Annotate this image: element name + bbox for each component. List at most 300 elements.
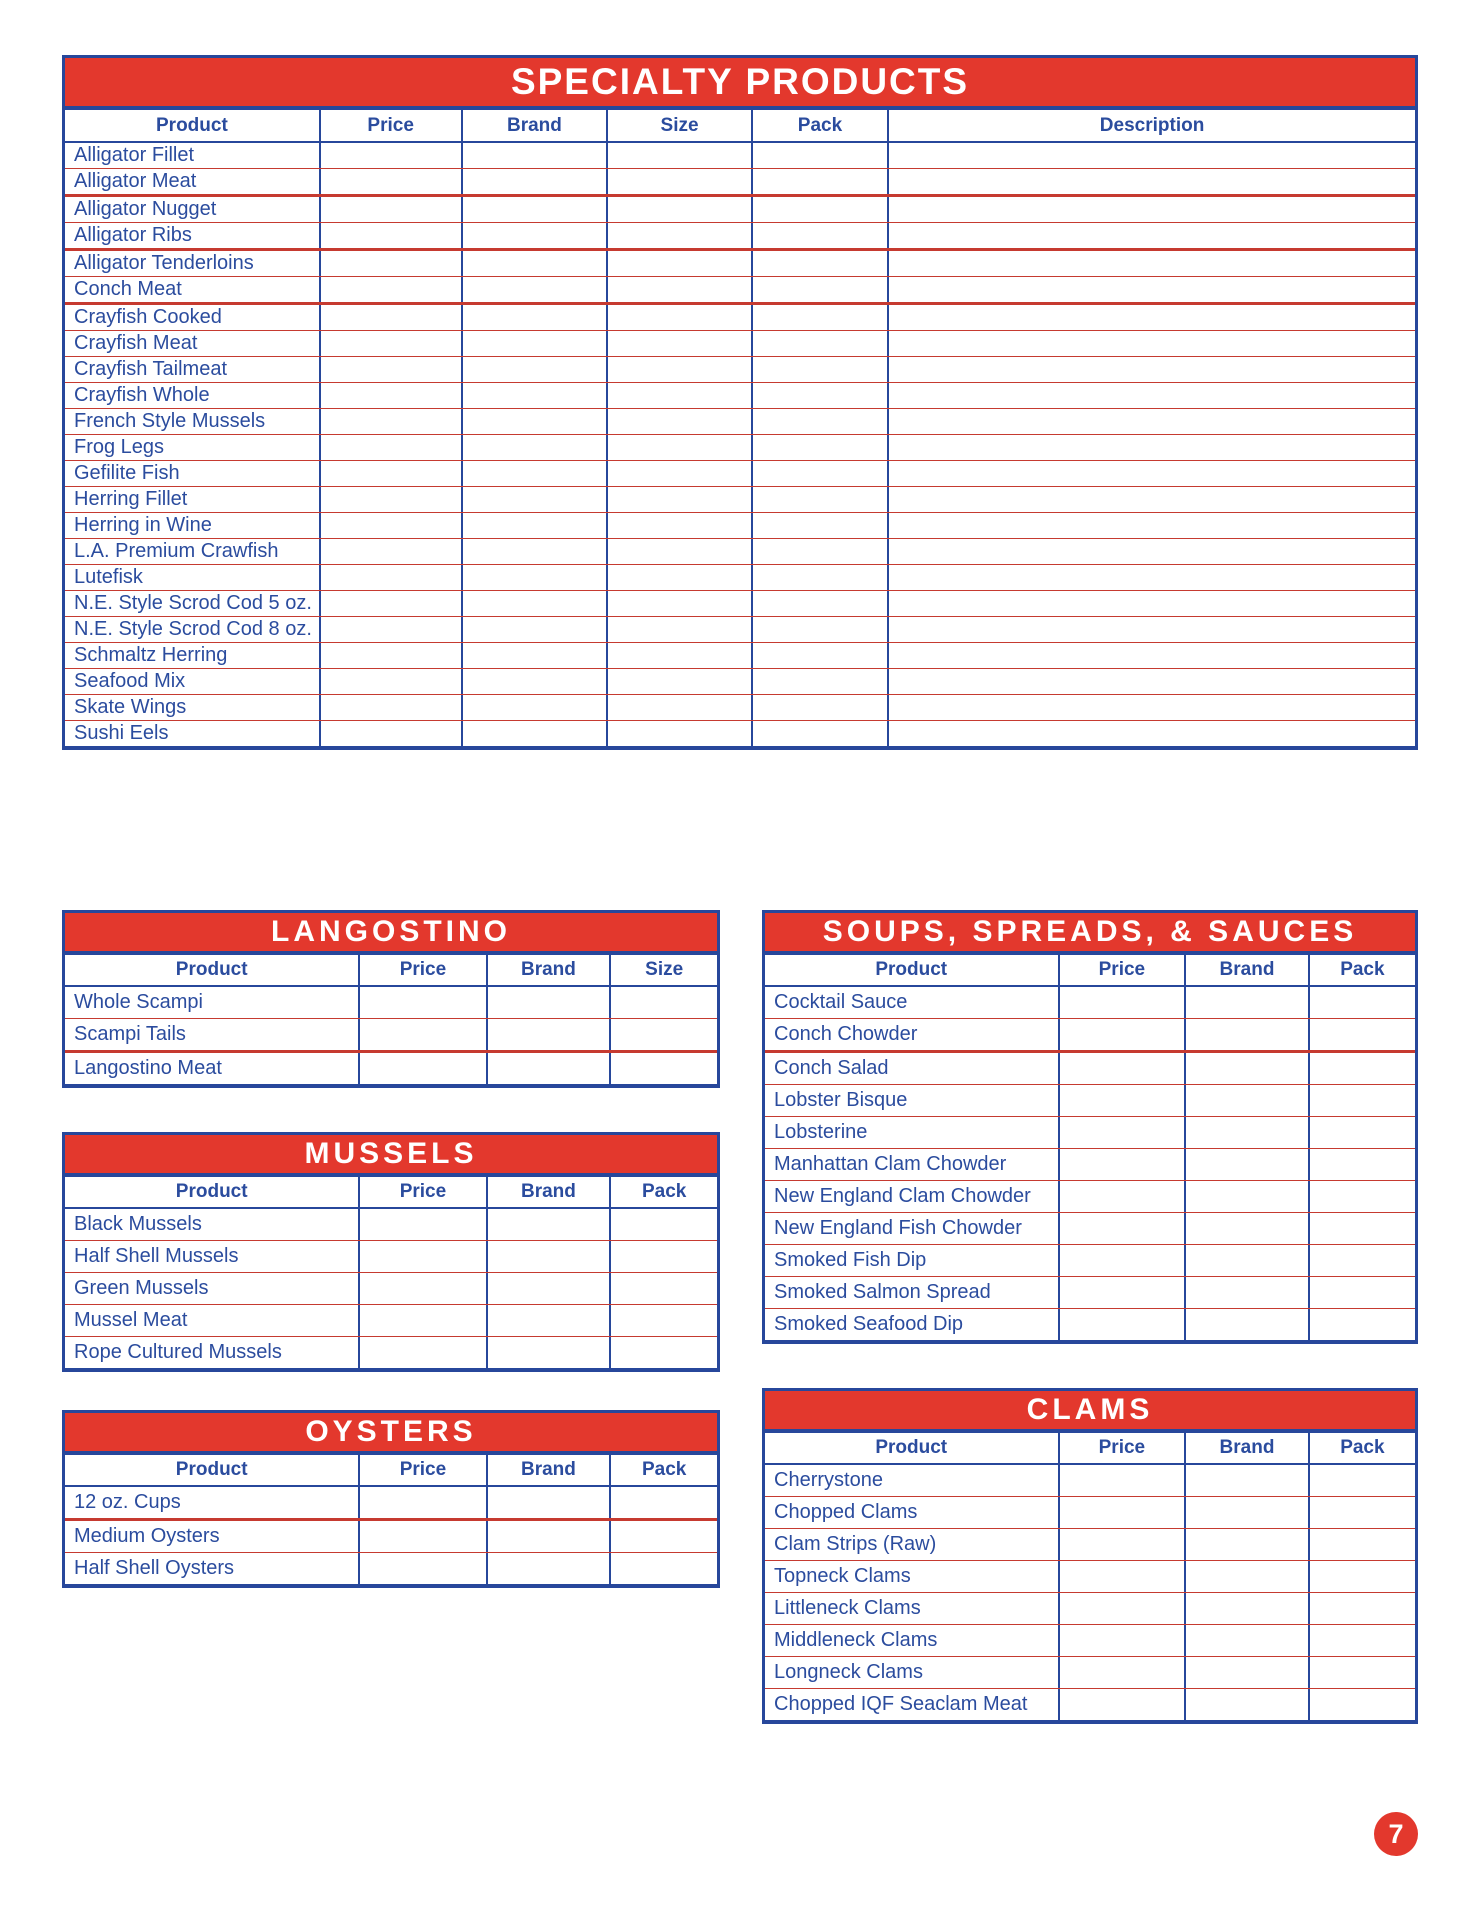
empty-pack-cell [751, 721, 887, 746]
empty-pack-cell [1308, 1277, 1415, 1308]
empty-price-cell [358, 1241, 485, 1272]
empty-size-cell [609, 987, 717, 1018]
empty-description-cell [887, 695, 1415, 720]
empty-size-cell [606, 143, 750, 168]
empty-pack-cell [1308, 1309, 1415, 1340]
empty-brand-cell [1184, 987, 1308, 1018]
empty-pack-cell [609, 1241, 717, 1272]
empty-pack-cell [609, 1553, 717, 1584]
table-title: SPECIALTY PRODUCTS [65, 58, 1415, 110]
table-row [765, 1688, 1415, 1720]
empty-brand-cell [461, 643, 607, 668]
table-row [765, 1050, 1415, 1084]
empty-size-cell [606, 169, 750, 194]
empty-size-cell [606, 331, 750, 356]
empty-brand-cell [1184, 1085, 1308, 1116]
empty-brand-cell [1184, 1149, 1308, 1180]
clams-table [762, 1388, 1418, 1724]
product-name-cell: Frog Legs [74, 436, 165, 458]
product-name-cell: Half Shell Mussels [74, 1245, 239, 1267]
langostino-table [62, 910, 720, 1088]
table-row [65, 486, 1415, 512]
empty-pack-cell [609, 1521, 717, 1552]
empty-price-cell [1058, 1593, 1185, 1624]
empty-brand-cell [1184, 1181, 1308, 1212]
empty-size-cell [606, 643, 750, 668]
product-name-cell: Gefilite Fish [74, 462, 180, 484]
empty-description-cell [887, 357, 1415, 382]
product-name-cell: Half Shell Oysters [74, 1557, 235, 1579]
table-row [765, 1180, 1415, 1212]
empty-brand-cell [461, 409, 607, 434]
page-number-badge [1374, 1812, 1418, 1856]
table-row [765, 1656, 1415, 1688]
empty-size-cell [606, 305, 750, 330]
product-name-cell: Smoked Seafood Dip [774, 1313, 964, 1335]
table-row [765, 1560, 1415, 1592]
product-name-cell: N.E. Style Scrod Cod 5 oz. [74, 592, 312, 614]
table-row [765, 1244, 1415, 1276]
empty-brand-cell [461, 695, 607, 720]
specialty-products-table [62, 55, 1418, 750]
empty-description-cell [887, 539, 1415, 564]
product-name-cell: Chopped IQF Seaclam Meat [774, 1693, 1028, 1715]
empty-pack-cell [751, 565, 887, 590]
product-name-cell: L.A. Premium Crawfish [74, 540, 279, 562]
empty-price-cell [1058, 1181, 1185, 1212]
empty-pack-cell [1308, 1053, 1415, 1084]
product-name-cell: Skate Wings [74, 696, 187, 718]
product-name-cell: Herring in Wine [74, 514, 212, 536]
column-header-product: Product [156, 114, 228, 136]
table-body [765, 987, 1415, 1340]
empty-price-cell [319, 357, 461, 382]
empty-pack-cell [751, 305, 887, 330]
empty-description-cell [887, 487, 1415, 512]
mussels-table [62, 1132, 720, 1372]
column-header-price: Price [358, 1177, 485, 1207]
empty-brand-cell [461, 277, 607, 302]
table-title: SOUPS, SPREADS, & SAUCES [765, 913, 1415, 955]
empty-price-cell [358, 1553, 485, 1584]
soups-spreads-sauces-table [762, 910, 1418, 1344]
empty-brand-cell [461, 669, 607, 694]
product-name-cell: Rope Cultured Mussels [74, 1341, 282, 1363]
empty-price-cell [319, 461, 461, 486]
product-name-cell: Conch Salad [774, 1057, 889, 1079]
empty-size-cell [606, 721, 750, 746]
empty-size-cell [606, 197, 750, 222]
empty-price-cell [1058, 1019, 1185, 1050]
empty-price-cell [1058, 1149, 1185, 1180]
empty-price-cell [358, 1337, 485, 1368]
table-row [765, 1084, 1415, 1116]
product-name-cell: Conch Meat [74, 278, 182, 300]
table-row [65, 694, 1415, 720]
empty-brand-cell [1184, 1117, 1308, 1148]
column-header-product: Product [875, 959, 948, 980]
empty-pack-cell [751, 461, 887, 486]
product-name-cell: Cherrystone [774, 1469, 883, 1491]
empty-brand-cell [486, 1209, 610, 1240]
product-name-cell: Crayfish Meat [74, 332, 198, 354]
empty-brand-cell [1184, 1053, 1308, 1084]
product-name-cell: Schmaltz Herring [74, 644, 228, 666]
product-name-cell: Lobsterine [774, 1121, 868, 1143]
column-header-price: Price [1058, 955, 1185, 985]
empty-brand-cell [461, 383, 607, 408]
page-number: 7 [1388, 1818, 1404, 1849]
empty-size-cell [606, 669, 750, 694]
empty-size-cell [606, 539, 750, 564]
column-header-pack: Pack [1308, 955, 1415, 985]
table-row [65, 1487, 717, 1518]
column-header-pack: Pack [751, 110, 887, 141]
empty-description-cell [887, 409, 1415, 434]
table-row [65, 222, 1415, 248]
empty-description-cell [887, 617, 1415, 642]
empty-pack-cell [1308, 1245, 1415, 1276]
column-header-price: Price [1058, 1433, 1185, 1463]
column-header-price: Price [319, 110, 461, 141]
table-body [65, 143, 1415, 746]
empty-price-cell [319, 305, 461, 330]
empty-brand-cell [1184, 1019, 1308, 1050]
empty-description-cell [887, 513, 1415, 538]
empty-brand-cell [461, 169, 607, 194]
empty-pack-cell [609, 1337, 717, 1368]
empty-price-cell [319, 197, 461, 222]
empty-size-cell [606, 695, 750, 720]
empty-description-cell [887, 223, 1415, 248]
table-row [65, 987, 717, 1018]
empty-price-cell [319, 251, 461, 276]
empty-brand-cell [1184, 1497, 1308, 1528]
empty-pack-cell [751, 277, 887, 302]
empty-pack-cell [751, 143, 887, 168]
empty-price-cell [1058, 1213, 1185, 1244]
empty-brand-cell [461, 565, 607, 590]
empty-price-cell [319, 277, 461, 302]
empty-brand-cell [461, 251, 607, 276]
empty-price-cell [358, 1305, 485, 1336]
product-name-cell: Green Mussels [74, 1277, 209, 1299]
empty-description-cell [887, 277, 1415, 302]
product-name-cell: Conch Chowder [774, 1023, 918, 1045]
table-row [65, 434, 1415, 460]
empty-price-cell [358, 1487, 485, 1518]
product-name-cell: Longneck Clams [774, 1661, 923, 1683]
empty-price-cell [319, 223, 461, 248]
table-row [65, 248, 1415, 276]
empty-brand-cell [1184, 1465, 1308, 1496]
empty-pack-cell [751, 169, 887, 194]
table-row [765, 1592, 1415, 1624]
product-name-cell: 12 oz. Cups [74, 1491, 181, 1513]
table-body [65, 987, 717, 1084]
empty-pack-cell [1308, 987, 1415, 1018]
product-name-cell: Sushi Eels [74, 722, 169, 744]
column-header-brand: Brand [461, 110, 607, 141]
table-row [65, 512, 1415, 538]
empty-description-cell [887, 383, 1415, 408]
empty-description-cell [887, 669, 1415, 694]
table-row [65, 1272, 717, 1304]
empty-price-cell [1058, 1689, 1185, 1720]
empty-price-cell [1058, 1561, 1185, 1592]
empty-description-cell [887, 565, 1415, 590]
empty-size-cell [606, 461, 750, 486]
table-body [65, 1209, 717, 1368]
empty-price-cell [319, 695, 461, 720]
product-name-cell: Mussel Meat [74, 1309, 188, 1331]
empty-brand-cell [461, 223, 607, 248]
empty-brand-cell [486, 1019, 610, 1050]
empty-pack-cell [751, 223, 887, 248]
empty-pack-cell [1308, 1625, 1415, 1656]
empty-brand-cell [486, 1305, 610, 1336]
table-row [65, 616, 1415, 642]
product-name-cell: Langostino Meat [74, 1057, 222, 1079]
empty-pack-cell [609, 1209, 717, 1240]
empty-pack-cell [751, 331, 887, 356]
empty-pack-cell [751, 383, 887, 408]
column-header-row [65, 110, 1415, 143]
product-name-cell: French Style Mussels [74, 410, 266, 432]
empty-pack-cell [1308, 1019, 1415, 1050]
table-row [65, 1209, 717, 1240]
table-row [65, 1518, 717, 1552]
empty-brand-cell [461, 721, 607, 746]
product-name-cell: Manhattan Clam Chowder [774, 1153, 1007, 1175]
empty-description-cell [887, 169, 1415, 194]
empty-pack-cell [609, 1273, 717, 1304]
empty-price-cell [1058, 1085, 1185, 1116]
product-name-cell: Crayfish Cooked [74, 306, 222, 328]
table-title: LANGOSTINO [65, 913, 717, 955]
empty-price-cell [319, 435, 461, 460]
table-row [765, 987, 1415, 1018]
empty-brand-cell [461, 513, 607, 538]
table-row [65, 590, 1415, 616]
column-header-product: Product [175, 1181, 248, 1202]
table-row [65, 168, 1415, 194]
empty-size-cell [606, 251, 750, 276]
column-header-price: Price [358, 955, 485, 985]
table-row [65, 642, 1415, 668]
empty-price-cell [1058, 1465, 1185, 1496]
empty-size-cell [606, 409, 750, 434]
product-name-cell: Clam Strips (Raw) [774, 1533, 937, 1555]
product-name-cell: N.E. Style Scrod Cod 8 oz. [74, 618, 312, 640]
empty-price-cell [319, 513, 461, 538]
table-row [65, 194, 1415, 222]
table-row [65, 382, 1415, 408]
empty-description-cell [887, 197, 1415, 222]
column-header-row [765, 1433, 1415, 1465]
empty-price-cell [319, 565, 461, 590]
empty-pack-cell [1308, 1465, 1415, 1496]
empty-price-cell [319, 487, 461, 512]
table-row [65, 1050, 717, 1084]
empty-brand-cell [1184, 1657, 1308, 1688]
empty-pack-cell [1308, 1593, 1415, 1624]
column-header-row [65, 955, 717, 987]
empty-brand-cell [486, 1053, 610, 1084]
product-name-cell: Alligator Fillet [74, 144, 195, 166]
product-name-cell: Whole Scampi [74, 991, 203, 1013]
empty-description-cell [887, 643, 1415, 668]
table-row [65, 1336, 717, 1368]
empty-price-cell [1058, 1657, 1185, 1688]
table-row [65, 1304, 717, 1336]
column-header-brand: Brand [486, 1455, 610, 1485]
empty-brand-cell [461, 143, 607, 168]
empty-size-cell [606, 435, 750, 460]
column-header-brand: Brand [486, 1177, 610, 1207]
empty-price-cell [1058, 1625, 1185, 1656]
empty-size-cell [606, 565, 750, 590]
empty-price-cell [319, 409, 461, 434]
empty-brand-cell [486, 1241, 610, 1272]
product-name-cell: Lutefisk [74, 566, 143, 588]
empty-brand-cell [1184, 1277, 1308, 1308]
empty-brand-cell [461, 539, 607, 564]
empty-brand-cell [486, 1521, 610, 1552]
empty-price-cell [358, 1053, 485, 1084]
table-row [65, 143, 1415, 168]
column-header-description: Description [887, 110, 1415, 141]
product-name-cell: Alligator Nugget [74, 198, 217, 220]
table-row [65, 564, 1415, 590]
empty-pack-cell [1308, 1149, 1415, 1180]
empty-brand-cell [1184, 1593, 1308, 1624]
column-header-pack: Pack [1308, 1433, 1415, 1463]
empty-price-cell [1058, 1497, 1185, 1528]
empty-price-cell [1058, 1245, 1185, 1276]
product-name-cell: Lobster Bisque [774, 1089, 908, 1111]
table-row [65, 538, 1415, 564]
table-row [65, 356, 1415, 382]
table-body [65, 1487, 717, 1584]
empty-price-cell [319, 617, 461, 642]
empty-size-cell [606, 617, 750, 642]
empty-pack-cell [1308, 1689, 1415, 1720]
empty-brand-cell [486, 1273, 610, 1304]
empty-pack-cell [1308, 1117, 1415, 1148]
empty-pack-cell [1308, 1085, 1415, 1116]
column-header-pack: Pack [609, 1455, 717, 1485]
table-row [65, 1018, 717, 1050]
empty-pack-cell [751, 643, 887, 668]
table-row [765, 1624, 1415, 1656]
table-row [65, 276, 1415, 302]
empty-size-cell [606, 487, 750, 512]
empty-price-cell [1058, 1309, 1185, 1340]
empty-pack-cell [1308, 1561, 1415, 1592]
table-row [765, 1528, 1415, 1560]
empty-pack-cell [1308, 1529, 1415, 1560]
column-header-brand: Brand [1184, 955, 1308, 985]
product-name-cell: Smoked Fish Dip [774, 1249, 927, 1271]
empty-brand-cell [1184, 1245, 1308, 1276]
oysters-table [62, 1410, 720, 1588]
empty-price-cell [319, 143, 461, 168]
empty-brand-cell [461, 617, 607, 642]
product-name-cell: Cocktail Sauce [774, 991, 908, 1013]
product-name-cell: New England Fish Chowder [774, 1217, 1022, 1239]
product-name-cell: Seafood Mix [74, 670, 186, 692]
empty-pack-cell [751, 251, 887, 276]
empty-size-cell [609, 1053, 717, 1084]
column-header-product: Product [175, 1459, 248, 1480]
empty-description-cell [887, 251, 1415, 276]
product-name-cell: Crayfish Tailmeat [74, 358, 228, 380]
column-header-product: Product [175, 959, 248, 980]
empty-price-cell [358, 1273, 485, 1304]
empty-pack-cell [609, 1487, 717, 1518]
empty-brand-cell [461, 305, 607, 330]
table-title: OYSTERS [65, 1413, 717, 1455]
empty-pack-cell [1308, 1497, 1415, 1528]
empty-pack-cell [751, 513, 887, 538]
empty-pack-cell [751, 539, 887, 564]
table-row [765, 1276, 1415, 1308]
product-name-cell: Herring Fillet [74, 488, 188, 510]
column-header-brand: Brand [1184, 1433, 1308, 1463]
product-name-cell: New England Clam Chowder [774, 1185, 1031, 1207]
empty-pack-cell [751, 197, 887, 222]
empty-pack-cell [751, 617, 887, 642]
empty-pack-cell [1308, 1181, 1415, 1212]
empty-price-cell [1058, 987, 1185, 1018]
empty-pack-cell [1308, 1213, 1415, 1244]
table-title: MUSSELS [65, 1135, 717, 1177]
table-row [65, 668, 1415, 694]
empty-size-cell [606, 223, 750, 248]
empty-pack-cell [1308, 1657, 1415, 1688]
empty-size-cell [606, 383, 750, 408]
empty-price-cell [319, 539, 461, 564]
empty-brand-cell [461, 357, 607, 382]
empty-brand-cell [1184, 1213, 1308, 1244]
empty-brand-cell [461, 331, 607, 356]
column-header-brand: Brand [486, 955, 610, 985]
empty-brand-cell [486, 1487, 610, 1518]
empty-price-cell [1058, 1053, 1185, 1084]
table-row [65, 330, 1415, 356]
empty-brand-cell [1184, 1689, 1308, 1720]
product-name-cell: Scampi Tails [74, 1023, 186, 1045]
column-header-product: Product [875, 1437, 948, 1458]
product-name-cell: Alligator Ribs [74, 224, 192, 246]
table-row [65, 1552, 717, 1584]
empty-pack-cell [751, 409, 887, 434]
table-row [65, 460, 1415, 486]
column-header-size: Size [609, 955, 717, 985]
empty-price-cell [1058, 1117, 1185, 1148]
table-body [765, 1465, 1415, 1720]
table-row [65, 408, 1415, 434]
empty-size-cell [606, 591, 750, 616]
empty-brand-cell [1184, 1625, 1308, 1656]
empty-price-cell [319, 383, 461, 408]
table-row [65, 302, 1415, 330]
product-name-cell: Littleneck Clams [774, 1597, 921, 1619]
product-name-cell: Middleneck Clams [774, 1629, 938, 1651]
column-header-size: Size [606, 110, 750, 141]
empty-price-cell [358, 1209, 485, 1240]
